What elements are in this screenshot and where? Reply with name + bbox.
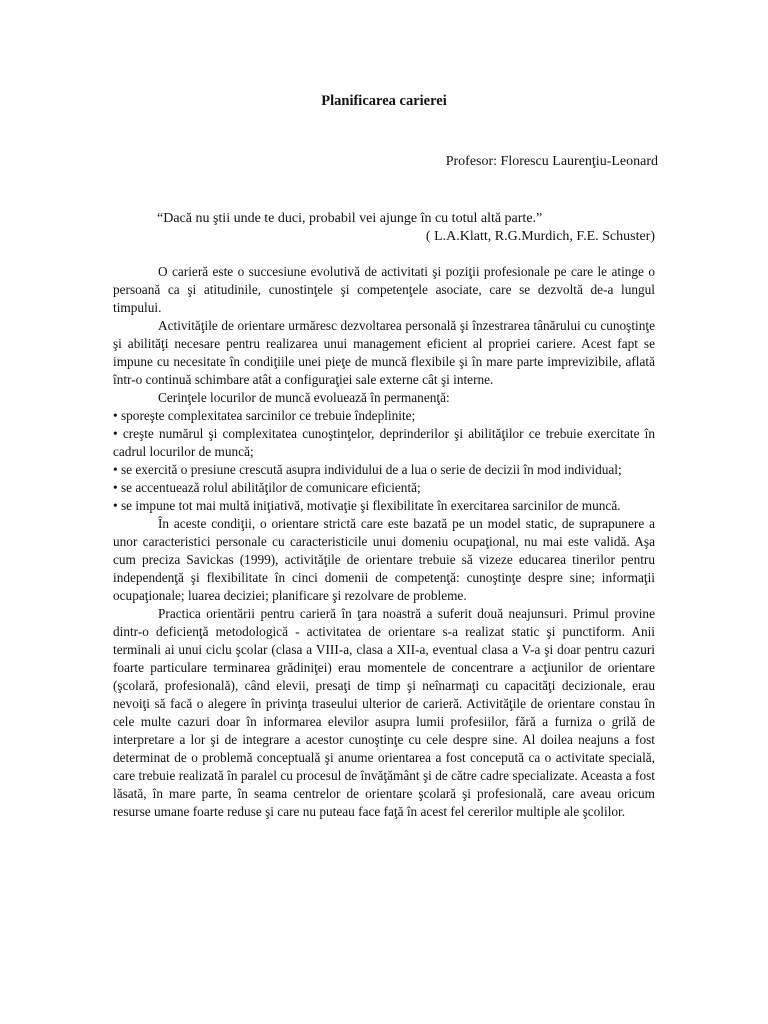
bullet-item: • se impune tot mai multă iniţiativă, motivaţie şi flexibilitate în exercitarea sarcinilor de muncă.	[113, 498, 621, 513]
bullet-item: • se accentuează rolul abilităţilor de comunicare eficientă;	[113, 480, 421, 495]
paragraph: O carieră este o succesiune evolutivă de activitati şi poziţii profesionale pe care le atinge o persoană ca şi atitudinile, cunostinţele şi competenţele asociate, care se dezvoltă de-a lungul timpului.	[113, 264, 655, 315]
bullet-item: • se exercită o presiune crescută asupra individului de a lua o serie de decizii în mod individual;	[113, 462, 622, 477]
bullet-item: • creşte numărul şi complexitatea cunoştinţelor, deprinderilor şi abilităţilor ce trebuie exercitate în cadrul locurilor de muncă;	[113, 426, 655, 459]
page-title: Planificarea carierei	[321, 93, 447, 109]
paragraph: Cerinţele locurilor de muncă evoluează în permanenţă:	[158, 390, 450, 405]
paragraph: Practica orientării pentru carieră în ţara noastră a suferit două neajunsuri. Primul provine dintr-o deficienţă metodologică - activitatea de orientare s-a realizat static şi punctiform. Anii terminali ai unui ciclu şcolar (clasa a VIII-a, clasa a XII-a, eventual clasa a V-a şi doar pentru cazuri foarte particulare terminarea grădiniţei) erau momentele de concentrare a acţiunilor de orientare (şcolară, profesională), când elevii, presaţi de timp şi neînarmaţi cu capacităţi decizionale, erau nevoiţi să facă o alegere în privinţa traseului ulterior de carieră. Activităţile de orientare constau în cele multe cazuri doar în informarea elevilor asupra lumii profesiilor, fără a furniza o grilă de interpretare a lor şi de integrare a acestor cunoştinţe cu cele despre sine. Al doilea neajuns a fost determinat de o problemă conceptuală şi anume orientarea a fost concepută ca o activitate specială, care trebuie realizată în paralel cu procesul de învăţământ şi de către cadre specializate. Aceasta a fost lăsată, în mare parte, în seama centrelor de orientare şcolară şi profesională, care aveau oricum resurse umane foarte reduse şi care nu puteau face faţă în acest fel cererilor multiple ale şcolilor.	[113, 606, 655, 819]
quote-text: “Dacă nu ştii unde te duci, probabil vei ajunge în cu totul altă parte.”	[157, 211, 543, 226]
paragraph: Activităţile de orientare urmăresc dezvoltarea personală şi înzestrarea tânărului cu cunoştinţe şi abilităţi necesare pentru realizarea unui management eficient al propriei cariere. Acest fapt se impune cu necesitate în condiţiile unei pieţe de muncă flexibile şi în mare parte imprevizibile, aflată într-o continuă schimbare atât a configuraţiei sale externe cât şi interne.	[113, 318, 655, 387]
author-line: Profesor: Florescu Laurenţiu-Leonard	[445, 154, 658, 169]
quote-source: ( L.A.Klatt, R.G.Murdich, F.E. Schuster)	[425, 229, 655, 244]
paragraph: În aceste condiţii, o orientare strictă care este bazată pe un model static, de suprapunere a unor caracteristici personale cu caracteristicile unui domeniu ocupaţional, nu mai este validă. Aşa cum preciza Savickas (1999), activităţile de orientare trebuie să vizeze educarea tinerilor pentru independenţă şi flexibilitate în cinci domenii de competenţă: cunoştinţe despre sine; informaţii ocupaţionale; luarea deciziei; planificare şi rezolvare de probleme.	[113, 516, 655, 603]
bullet-item: • sporeşte complexitatea sarcinilor ce trebuie îndeplinite;	[113, 408, 416, 423]
body-text	[113, 263, 655, 821]
epigraph	[157, 210, 655, 246]
